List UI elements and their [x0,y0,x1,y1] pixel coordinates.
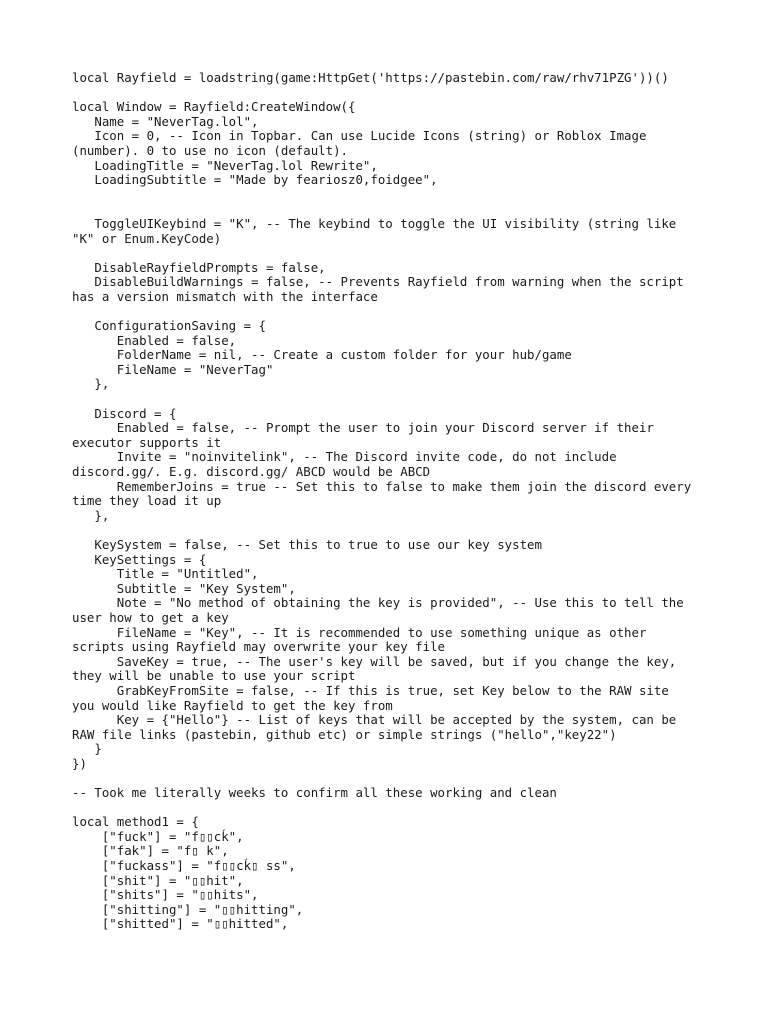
code-line: ["shit"] = "▯▯hit", [72,872,244,888]
code-line: KeySystem = false, -- Set this to true to use our key system [72,537,542,552]
code-line: ["fuckass"] = "f▯▯cḱ▯ ss", [72,858,296,874]
code-line: LoadingSubtitle = "Made by feariosz0,foidgee", [72,172,438,188]
code-line: FileName = "Key", -- It is recommended to use something unique as other [72,624,647,640]
code-line: they will be unable to use your script [72,668,356,684]
code-line: FileName = "NeverTag" [72,361,274,377]
code-line: executor supports it [72,434,222,450]
code-line: ["shitting"] = "▯▯hitting", [72,901,304,917]
code-line: Note = "No method of obtaining the key is provided", -- Use this to tell the [72,595,684,611]
code-line: LoadingTitle = "NeverTag.lol Rewrite", [72,157,378,173]
code-line: Invite = "noinvitelink", -- The Discord invite code, do not include [72,449,617,465]
code-line [72,188,702,203]
code-line: KeySettings = { [72,551,207,567]
code-line: has a version mismatch with the interface [72,288,378,304]
code-line: }, [72,507,110,523]
code-line: }, [72,376,110,392]
code-line [72,392,702,407]
code-block [72,71,702,932]
code-line: (number). 0 to use no icon (default). [72,142,349,158]
code-line [72,523,702,538]
code-line: ConfigurationSaving = { [72,318,266,334]
code-line [72,202,702,217]
code-line: ["fak"] = "f▯ k", [72,843,229,859]
code-line [72,246,702,261]
code-line: Icon = 0, -- Icon in Topbar. Can use Lucide Icons (string) or Roblox Image [72,128,647,144]
code-line [72,801,702,816]
code-line: ["shitted"] = "▯▯hitted", [72,916,289,932]
code-line: local Rayfield = loadstring(game:HttpGet('https://pastebin.com/raw/rhv71PZG'))() [72,70,669,85]
code-line: SaveKey = true, -- The user's key will be saved, but if you change the key, [72,653,677,669]
code-line: user how to get a key [72,609,229,625]
code-line: Enabled = false, [72,332,237,348]
code-line: Subtitle = "Key System", [72,580,296,596]
code-line: ["fuck"] = "f▯▯cḱ", [72,828,244,844]
code-line: Title = "Untitled", [72,566,259,582]
code-line: -- Took me literally weeks to confirm all these working and clean [72,785,557,801]
code-line: scripts using Rayfield may overwrite your key file [72,639,445,655]
code-line [72,772,702,787]
code-line: GrabKeyFromSite = false, -- If this is true, set Key below to the RAW site [72,682,669,698]
code-line: ToggleUIKeybind = "K", -- The keybind to toggle the UI visibility (string like [72,215,677,231]
code-line: DisableRayfieldPrompts = false, [72,259,326,275]
code-line: DisableBuildWarnings = false, -- Prevents Rayfield from warning when the script [72,274,684,290]
code-line: Key = {"Hello"} -- List of keys that will be accepted by the system, can be [72,712,677,728]
code-line: } [72,741,102,757]
code-line: discord.gg/. E.g. discord.gg/ ABCD would be ABCD [72,464,431,480]
code-line [72,305,702,320]
code-line [72,86,702,101]
code-line: Enabled = false, -- Prompt the user to join your Discord server if their [72,420,654,436]
code-line: }) [72,755,87,771]
code-line: Discord = { [72,405,177,421]
code-line: local Window = Rayfield:CreateWindow({ [72,99,356,115]
code-line: RememberJoins = true -- Set this to false to make them join the discord every [72,478,692,494]
code-line: you would like Rayfield to get the key from [72,697,393,713]
code-line: Name = "NeverTag.lol", [72,113,259,129]
code-line: "K" or Enum.KeyCode) [72,230,222,246]
code-line: FolderName = nil, -- Create a custom folder for your hub/game [72,347,572,363]
code-line: local method1 = { [72,814,199,830]
code-line: RAW file links (pastebin, github etc) or simple strings ("hello","key22") [72,726,617,742]
code-line: ["shits"] = "▯▯hits", [72,887,259,903]
code-line: time they load it up [72,493,222,509]
